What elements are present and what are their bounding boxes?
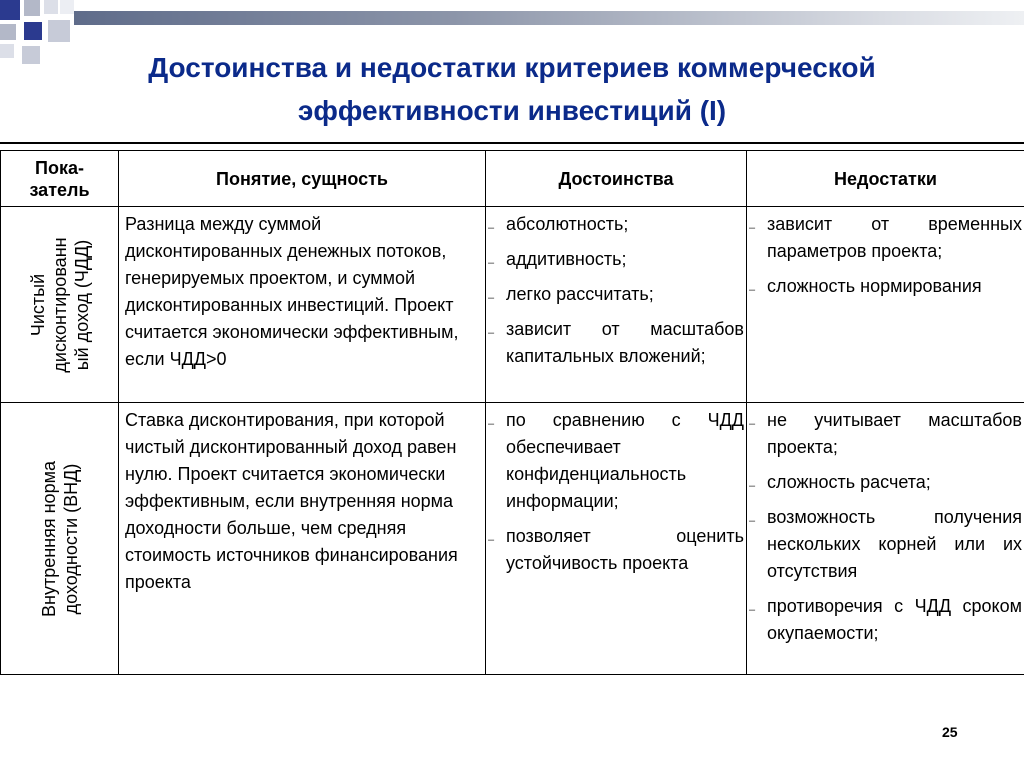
list-item: – не учитывает масштабов проекта; bbox=[767, 407, 1022, 461]
header-concept: Понятие, сущность bbox=[119, 151, 486, 207]
list-item: – возможность получения нескольких корней или их отсутствия bbox=[767, 504, 1022, 585]
slide-title bbox=[0, 46, 1024, 132]
list-item: – зависит от временных параметров проекта; bbox=[767, 211, 1022, 265]
list-item: – аддитивность; bbox=[506, 246, 744, 273]
decor-square-1 bbox=[0, 0, 20, 20]
decor-square-5 bbox=[24, 22, 42, 40]
indicator-line: Чистый bbox=[27, 273, 48, 336]
advantages-list bbox=[486, 207, 746, 370]
table-row bbox=[1, 207, 1024, 403]
list-item: – по сравнению с ЧДД обеспечивает конфиденциальность информации; bbox=[506, 407, 744, 515]
slide-title-line1: Достоинства и недостатки критериев коммерческой bbox=[148, 52, 876, 83]
advantages-cell bbox=[486, 403, 747, 675]
concept-cell: Ставка дисконтирования, при которой чистый дисконтированный доход равен нулю. Проект считается экономически эффективным, если внутренняя норма доходности больше, чем средняя стоимость источников финансирования проекта bbox=[119, 403, 486, 675]
disadvantages-list bbox=[747, 207, 1024, 300]
advantages-list bbox=[486, 403, 746, 577]
decor-square-9 bbox=[60, 0, 74, 14]
indicator-line: Внутренняя норма bbox=[38, 460, 59, 617]
header-bar bbox=[74, 11, 1024, 25]
header-advantages: Достоинства bbox=[486, 151, 747, 207]
criteria-table bbox=[0, 150, 1024, 675]
title-divider bbox=[0, 142, 1024, 144]
indicator-label bbox=[38, 461, 82, 617]
list-item: – абсолютность; bbox=[506, 211, 744, 238]
concept-cell: Разница между суммой дисконтированных денежных потоков, генерируемых проектом, и суммой дисконтированных инвестиций. Проект считается экономически эффективным, если ЧДД>0 bbox=[119, 207, 486, 403]
header-indicator: Пока-затель bbox=[1, 151, 119, 207]
indicator-cell bbox=[1, 403, 119, 675]
decor-square-6 bbox=[48, 20, 70, 42]
list-item: – зависит от масштабов капитальных вложений; bbox=[506, 316, 744, 370]
list-item: – сложность расчета; bbox=[767, 469, 1022, 496]
table-row bbox=[1, 403, 1024, 675]
disadvantages-cell bbox=[747, 207, 1024, 403]
list-item: – позволяет оценить устойчивость проекта bbox=[506, 523, 744, 577]
advantages-cell bbox=[486, 207, 747, 403]
indicator-line: дисконтированн bbox=[49, 236, 70, 373]
indicator-line: доходности (ВНД) bbox=[60, 463, 81, 614]
indicator-label bbox=[27, 237, 93, 372]
indicator-cell bbox=[1, 207, 119, 403]
disadvantages-list bbox=[747, 403, 1024, 647]
table-header-row bbox=[1, 151, 1024, 207]
decor-square-4 bbox=[0, 24, 16, 40]
disadvantages-cell bbox=[747, 403, 1024, 675]
header-disadvantages: Недостатки bbox=[747, 151, 1024, 207]
list-item: – противоречия с ЧДД сроком окупаемости; bbox=[767, 593, 1022, 647]
slide-title-line2: эффективности инвестиций (I) bbox=[297, 95, 727, 126]
list-item: – легко рассчитать; bbox=[506, 281, 744, 308]
indicator-line: ый доход (ЧДД) bbox=[71, 239, 92, 370]
decor-square-2 bbox=[24, 0, 40, 16]
list-item: – сложность нормирования bbox=[767, 273, 1022, 300]
decor-square-3 bbox=[44, 0, 58, 14]
slide-number: 25 bbox=[942, 724, 958, 740]
